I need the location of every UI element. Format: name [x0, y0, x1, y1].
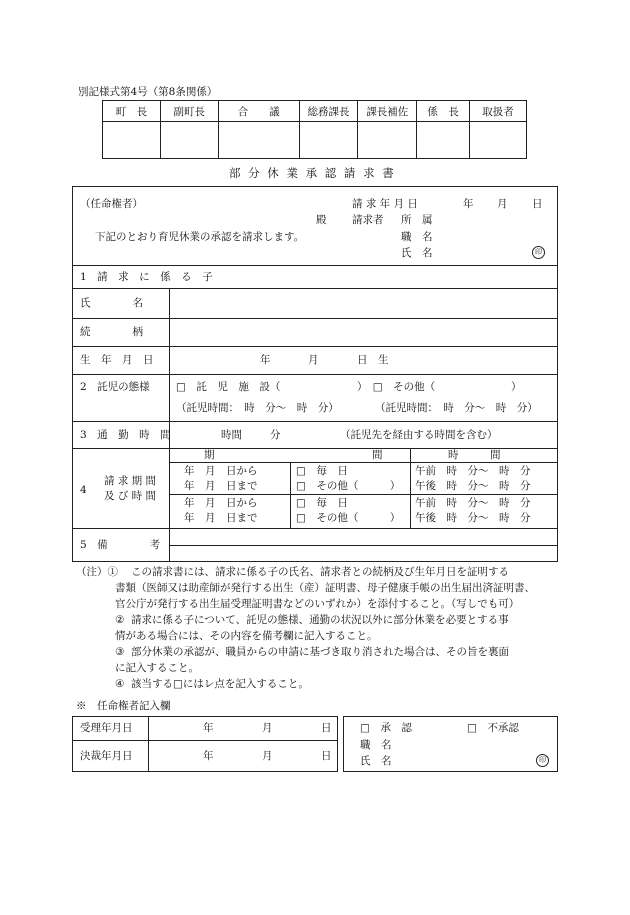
- child-birth-month: 月: [308, 354, 319, 366]
- stamp-cell-handler[interactable]: [470, 122, 527, 159]
- period-label-line1: 請 求 期 間: [104, 475, 157, 487]
- requester-dept-label: 所 属: [401, 214, 433, 226]
- received-date-label: 受理年月日: [80, 722, 133, 734]
- period-row-2-time: 午後 時 分～ 時 分: [415, 480, 531, 492]
- request-statement: 下記のとおり育児休業の承認を請求します。: [95, 231, 305, 243]
- period-row-4-freq[interactable]: □ その他（ ）: [296, 512, 401, 524]
- appointer-label: （任命権者）: [80, 198, 143, 210]
- period-row-2-date: 年 月 日まで: [184, 480, 258, 492]
- commute-minutes: 分: [270, 429, 281, 441]
- note-2-line-1: 請求に係る子について、託児の態様、通勤の状況以外に部分休業を必要とする事: [131, 614, 509, 626]
- request-date-label: 請 求 年 月 日: [352, 198, 418, 210]
- note-2-line-2: 情がある場合には、その内容を備考欄に記入すること。: [115, 630, 378, 642]
- stamp-header-mayor: 町 長: [103, 101, 161, 122]
- period-row-3-freq[interactable]: □ 毎 日: [296, 497, 348, 509]
- approver-seal-icon: 印: [536, 754, 549, 767]
- child-birth-day: 日 生: [357, 354, 389, 366]
- stamp-header-consultation: 合 議: [218, 101, 299, 122]
- childcare-facility-option[interactable]: □ 託 児 施 設（: [176, 381, 281, 393]
- decided-date-label: 決裁年月日: [80, 750, 133, 762]
- commute-note: （託児先を経由する時間を含む）: [340, 429, 498, 441]
- stamp-cell-mayor[interactable]: [103, 122, 161, 159]
- stamp-cell-assistant-chief[interactable]: [358, 122, 417, 159]
- note-3-marker: ③: [115, 646, 125, 658]
- period-row-4-time: 午後 時 分～ 時 分: [415, 512, 531, 524]
- childcare-other-close: ）: [511, 381, 522, 393]
- requester-name-label: 氏 名: [401, 247, 433, 259]
- child-name-field[interactable]: [171, 290, 556, 316]
- other-hours: （託児時間： 時 分～ 時 分）: [375, 402, 538, 414]
- stamp-header-deputy-mayor: 副町長: [160, 101, 218, 122]
- appointer-section-heading: ※ 任命権者記入欄: [76, 700, 171, 712]
- period-row-2-freq[interactable]: □ その他（ ）: [296, 480, 401, 492]
- facility-hours: （託児時間： 時 分～ 時 分）: [176, 402, 339, 414]
- note-4-line-1: 該当する□にはレ点を記入すること。: [131, 678, 309, 690]
- stamp-header-assistant-chief: 課長補佐: [358, 101, 417, 122]
- request-date-month: 月: [497, 198, 508, 210]
- note-4-marker: ④: [115, 678, 125, 690]
- approve-checkbox[interactable]: □ 承 認: [360, 722, 412, 734]
- request-date-year: 年: [463, 198, 474, 210]
- period-row-3-time: 午前 時 分～ 時 分: [415, 497, 531, 509]
- child-birth-label: 生 年 月 日: [80, 354, 154, 366]
- approver-title-label: 職 名: [360, 739, 392, 751]
- note-1-line-2: 書類（医師又は助産師が発行する出生（産）証明書、母子健康手帳の出生届出済証明書、: [115, 582, 535, 594]
- childcare-other-option[interactable]: ） □ その他（: [357, 381, 436, 393]
- request-date-day: 日: [532, 198, 543, 210]
- commute-hours: 時間: [221, 429, 242, 441]
- note-3-line-2: に記入すること。: [115, 662, 199, 674]
- stamp-cell-consultation[interactable]: [218, 122, 299, 159]
- period-section-number: 4: [80, 484, 87, 496]
- requester-label: 請求者: [352, 214, 384, 226]
- approval-stamp-table: [102, 100, 527, 159]
- child-name-label: 氏 名: [80, 297, 143, 309]
- stamp-header-general-affairs: 総務課長: [299, 101, 358, 122]
- received-year: 年: [203, 722, 214, 734]
- period-row-1-freq[interactable]: □ 毎 日: [296, 465, 348, 477]
- reject-checkbox[interactable]: □ 不承認: [467, 722, 519, 734]
- commute-time-label: 3 通 勤 時 間: [80, 429, 171, 441]
- stamp-header-handler: 取扱者: [470, 101, 527, 122]
- period-row-1-time: 午前 時 分～ 時 分: [415, 465, 531, 477]
- approver-name-label: 氏 名: [360, 755, 392, 767]
- period-row-4-date: 年 月 日まで: [184, 512, 258, 524]
- period-label-line2: 及 び 時 間: [104, 490, 157, 502]
- decided-day: 日: [321, 750, 332, 762]
- received-month: 月: [262, 722, 273, 734]
- note-1-line-3: 官公庁が発行する出生届受理証明書などのいずれか）を添付すること。（写しでも可）: [115, 598, 520, 610]
- stamp-cell-section-chief[interactable]: [417, 122, 470, 159]
- period-column-header: 期 間: [204, 449, 383, 461]
- period-row-1-date: 年 月 日から: [184, 465, 258, 477]
- dono-label: 殿: [316, 214, 327, 226]
- stamp-cell-deputy-mayor[interactable]: [160, 122, 218, 159]
- note-2-marker: ②: [115, 614, 125, 626]
- remarks-label: 5 備 考: [80, 539, 161, 551]
- child-relation-label: 続 柄: [80, 326, 143, 338]
- form-number-label: 別記様式第4号（第8条関係）: [78, 86, 218, 98]
- decided-month: 月: [262, 750, 273, 762]
- child-birth-year: 年: [260, 354, 271, 366]
- period-row-3-date: 年 月 日から: [184, 497, 258, 509]
- time-column-header: 時 間: [448, 449, 501, 461]
- requester-seal-icon: 印: [532, 246, 545, 259]
- page-title: 部 分 休 業 承 認 請 求 書: [229, 166, 396, 180]
- received-day: 日: [321, 722, 332, 734]
- notes-prefix: （注）①: [76, 566, 118, 578]
- decided-year: 年: [203, 750, 214, 762]
- remarks-field[interactable]: [171, 530, 556, 560]
- requester-title-label: 職 名: [401, 231, 433, 243]
- stamp-header-section-chief: 係 長: [417, 101, 470, 122]
- childcare-mode-label: 2 託児の態様: [80, 381, 150, 393]
- note-3-line-1: 部分休業の承認が、職員からの申請に基づき取り消された場合は、その旨を裏面: [131, 646, 509, 658]
- child-relation-field[interactable]: [171, 320, 556, 344]
- child-section-heading: 1 請 求 に 係 る 子: [80, 271, 213, 283]
- note-1-line-1: この請求書には、請求に係る子の氏名、請求者との続柄及び生年月日を証明する: [131, 566, 509, 578]
- stamp-cell-general-affairs[interactable]: [299, 122, 358, 159]
